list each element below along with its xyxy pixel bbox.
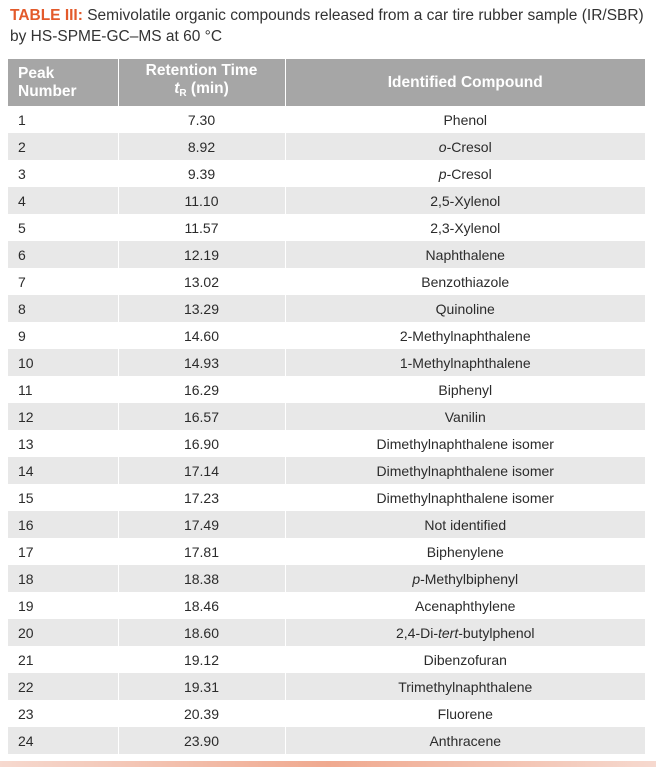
retention-time-cell: 17.14 xyxy=(118,457,285,484)
compound-name-post: -Methylbiphenyl xyxy=(420,570,519,587)
peak-number-cell: 24 xyxy=(8,727,118,754)
peak-number-cell: 11 xyxy=(8,376,118,403)
table-row xyxy=(8,106,645,133)
table-row xyxy=(8,430,645,457)
peak-number-cell: 5 xyxy=(8,214,118,241)
retention-time-cell: 14.60 xyxy=(118,322,285,349)
compound-name-post: 1-Methylnaphthalene xyxy=(399,354,531,371)
table-row xyxy=(8,619,645,646)
peak-number-cell: 3 xyxy=(8,160,118,187)
compound-cell xyxy=(285,673,645,700)
peak-number-cell: 6 xyxy=(8,241,118,268)
table-row xyxy=(8,700,645,727)
table-row xyxy=(8,457,645,484)
compound-cell xyxy=(285,646,645,673)
peak-number-cell: 12 xyxy=(8,403,118,430)
table-row xyxy=(8,322,645,349)
header-retention-time: Retention Time $t_R$ (min) xyxy=(118,59,285,106)
compounds-table xyxy=(8,59,645,754)
compound-cell xyxy=(285,241,645,268)
peak-number-cell: 16 xyxy=(8,511,118,538)
table-row xyxy=(8,133,645,160)
peak-number-cell: 14 xyxy=(8,457,118,484)
peak-number-cell: 8 xyxy=(8,295,118,322)
retention-time-cell: 18.38 xyxy=(118,565,285,592)
caption-label: TABLE III: xyxy=(10,7,83,24)
table-caption xyxy=(10,5,650,47)
compound-name-ital: tert xyxy=(438,624,459,641)
peak-number-cell: 21 xyxy=(8,646,118,673)
table-body xyxy=(8,106,645,754)
table-row xyxy=(8,241,645,268)
compound-name-post: Dibenzofuran xyxy=(423,651,507,668)
peak-number-cell: 1 xyxy=(8,106,118,133)
retention-time-cell: 14.93 xyxy=(118,349,285,376)
table-row xyxy=(8,160,645,187)
compound-cell xyxy=(285,457,645,484)
compound-name-post: -Cresol xyxy=(446,138,492,155)
retention-time-cell: 18.46 xyxy=(118,592,285,619)
peak-number-cell: 13 xyxy=(8,430,118,457)
retention-time-cell: 20.39 xyxy=(118,700,285,727)
compound-name-post: Dimethylnaphthalene isomer xyxy=(376,435,554,452)
header-row xyxy=(8,59,645,106)
header-identified-compound: Identified Compound xyxy=(285,59,645,106)
compound-name-ital: p xyxy=(438,165,447,182)
compound-name-post: Not identified xyxy=(424,516,507,533)
table-row xyxy=(8,538,645,565)
table-row xyxy=(8,268,645,295)
peak-number-cell: 9 xyxy=(8,322,118,349)
compound-name-post: 2,3-Xylenol xyxy=(430,219,501,236)
table-row xyxy=(8,646,645,673)
peak-number-cell: 17 xyxy=(8,538,118,565)
compound-cell xyxy=(285,295,645,322)
compound-cell xyxy=(285,322,645,349)
table-row xyxy=(8,376,645,403)
compound-cell xyxy=(285,376,645,403)
compound-name-post: Fluorene xyxy=(437,705,493,722)
compound-cell xyxy=(285,187,645,214)
compound-cell xyxy=(285,565,645,592)
table-row xyxy=(8,403,645,430)
table-row xyxy=(8,349,645,376)
caption-text: Semivolatile organic compounds released from a car tire rubber sample (IR/SBR) by HS-SPME-GC–MS at 60 °C xyxy=(10,7,644,45)
compound-name-post: Acenaphthylene xyxy=(415,597,516,614)
table-row xyxy=(8,295,645,322)
retention-time-cell: 16.29 xyxy=(118,376,285,403)
bottom-accent-bar xyxy=(0,761,656,767)
compound-cell xyxy=(285,727,645,754)
table-row xyxy=(8,565,645,592)
peak-number-cell: 4 xyxy=(8,187,118,214)
compound-name-post: Biphenyl xyxy=(438,381,493,398)
compound-name-post: -Cresol xyxy=(446,165,492,182)
compound-cell xyxy=(285,430,645,457)
compound-cell xyxy=(285,268,645,295)
compound-name-ital: o xyxy=(438,138,447,155)
compound-cell xyxy=(285,511,645,538)
compound-name-ital: p xyxy=(412,570,421,587)
compound-cell xyxy=(285,349,645,376)
peak-number-cell: 10 xyxy=(8,349,118,376)
peak-number-cell: 22 xyxy=(8,673,118,700)
table-row xyxy=(8,727,645,754)
compound-name-post: Dimethylnaphthalene isomer xyxy=(376,462,554,479)
peak-number-cell: 2 xyxy=(8,133,118,160)
compound-name-post: Benzothiazole xyxy=(421,273,510,290)
retention-time-cell: 8.92 xyxy=(118,133,285,160)
compound-cell xyxy=(285,619,645,646)
compound-name-post: Biphenylene xyxy=(426,543,504,560)
retention-time-cell: 17.23 xyxy=(118,484,285,511)
compound-name-post: Naphthalene xyxy=(425,246,505,263)
table-row xyxy=(8,592,645,619)
compound-cell xyxy=(285,214,645,241)
compound-name-post: 2-Methylnaphthalene xyxy=(399,327,531,344)
retention-time-cell: 9.39 xyxy=(118,160,285,187)
compound-cell xyxy=(285,592,645,619)
retention-time-cell: 11.10 xyxy=(118,187,285,214)
retention-time-cell: 16.90 xyxy=(118,430,285,457)
compound-name-post: 2,5-Xylenol xyxy=(430,192,501,209)
table-row xyxy=(8,214,645,241)
retention-time-cell: 17.81 xyxy=(118,538,285,565)
compound-cell xyxy=(285,160,645,187)
table-row xyxy=(8,673,645,700)
compound-cell xyxy=(285,700,645,727)
retention-time-cell: 13.02 xyxy=(118,268,285,295)
retention-time-cell: 19.31 xyxy=(118,673,285,700)
compound-name-post: Vanilin xyxy=(444,408,486,425)
peak-number-cell: 15 xyxy=(8,484,118,511)
retention-time-cell: 23.90 xyxy=(118,727,285,754)
peak-number-cell: 19 xyxy=(8,592,118,619)
retention-time-cell: 12.19 xyxy=(118,241,285,268)
compound-name-post: -butylphenol xyxy=(458,624,535,641)
peak-number-cell: 7 xyxy=(8,268,118,295)
table-row xyxy=(8,511,645,538)
retention-time-cell: 11.57 xyxy=(118,214,285,241)
retention-time-cell: 16.57 xyxy=(118,403,285,430)
retention-time-cell: 13.29 xyxy=(118,295,285,322)
retention-time-cell: 17.49 xyxy=(118,511,285,538)
compound-cell xyxy=(285,133,645,160)
header-peak-number: Peak Number xyxy=(8,59,118,106)
retention-time-cell: 18.60 xyxy=(118,619,285,646)
compound-name-post: Phenol xyxy=(443,111,488,128)
peak-number-cell: 23 xyxy=(8,700,118,727)
retention-time-cell: 7.30 xyxy=(118,106,285,133)
compound-cell xyxy=(285,106,645,133)
compound-name-post: Trimethylnaphthalene xyxy=(398,678,533,695)
compound-cell xyxy=(285,484,645,511)
compound-name-pre: 2,4-Di- xyxy=(395,624,438,641)
compound-cell xyxy=(285,538,645,565)
compound-name-post: Quinoline xyxy=(435,300,495,317)
retention-time-cell: 19.12 xyxy=(118,646,285,673)
table-row xyxy=(8,484,645,511)
compound-cell xyxy=(285,403,645,430)
peak-number-cell: 20 xyxy=(8,619,118,646)
table-row xyxy=(8,187,645,214)
peak-number-cell: 18 xyxy=(8,565,118,592)
compound-name-post: Anthracene xyxy=(429,732,502,749)
compound-name-post: Dimethylnaphthalene isomer xyxy=(376,489,554,506)
